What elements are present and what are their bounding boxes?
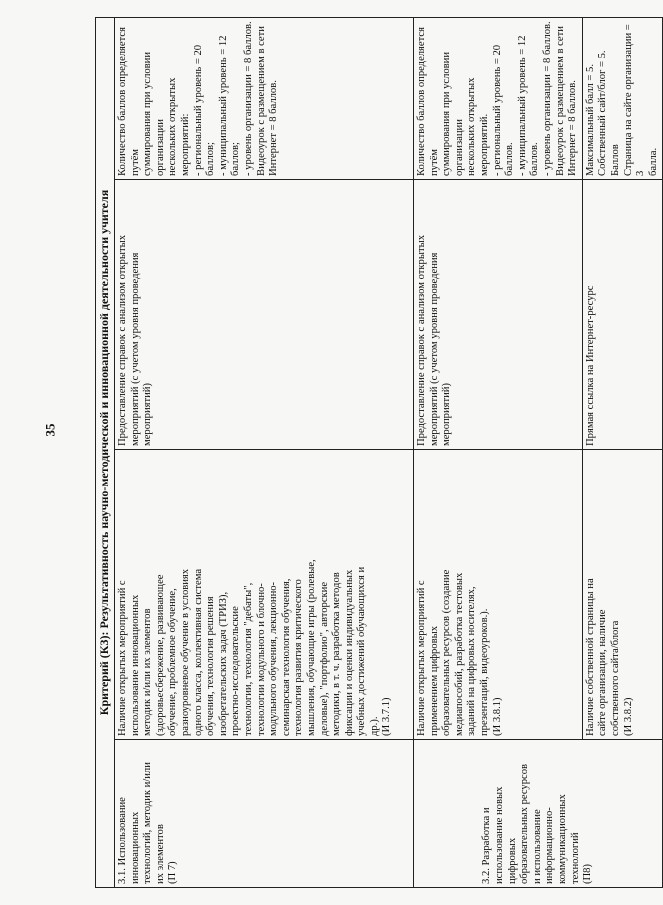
scoring-cell [582, 17, 663, 179]
table-row [414, 17, 583, 887]
scoring-text: Максимальный балл = 5. Собственный сайт/блог = 5. Баллов Страница на сайте организации = 3 балла. [584, 24, 659, 176]
scoring-text: Количество баллов определяется путём суммирования при условии организации нескольких открытых мероприятий. - региональный уровень = 20 баллов. - муниципальный уровень = 12 баллов. - уровень организации = 8 баллов. Видеоурок с размещением в сети Интернет = 8 баллов. [416, 21, 579, 176]
condition-text: Наличие открытых мероприятий с применением цифровых образовательных ресурсов (создание медиапособий, разработка тестовых заданий на цифровых носителях, презентаций, видеоуроков.). (И 3.8.1) [416, 569, 503, 736]
table-row [115, 17, 414, 887]
indicator-cell [115, 740, 414, 888]
criterion-title: Критерий (К3): Результативность научно-методической и инновационной деятельности учителя [96, 17, 115, 887]
indicator-cell [414, 740, 663, 888]
indicator-text: 3.2. Разработка и использование новых цифровых образовательных ресурсов и использование информационно- коммуникационных технологий (П8) [481, 764, 594, 884]
condition-cell [414, 450, 583, 740]
confirmation-cell [115, 180, 414, 450]
page-number: 35 [42, 423, 58, 437]
confirmation-cell [414, 180, 583, 450]
condition-text: Наличие открытых мероприятий с использование инновационных методик и/или их элементов (здоровьесбережение, развивающее обучение, проблемное обучение, разноуровневое обучение в условиях одного класса, коллективная система обучения, технология решения изобретательских задач (ТРИЗ), проектно-исследовательские технологии, технология "дебаты", технологии модульного и блочно- модульного обучения, лекционно- семинарская технология обучения, технология развития критического мышления, обучающие игры (ролевые, деловые), "портфолио", авторские методики, в т. ч. разработка методов фиксации и оценки индивидуальных учебных достижений обучающихся и др.). (И 3.7.1) [117, 559, 393, 736]
scoring-text: Количество баллов определяется путём суммирования при условии организации нескольких открытых мероприятий: - региональный уровень = 20 баллов; - муниципальный уровень = 12 баллов; - уровень организации = 8 баллов. Видеоурок с размещением в сети Интернет = 8 баллов. [117, 21, 280, 176]
criterion-header-row [96, 17, 115, 887]
condition-cell [115, 450, 414, 740]
indicator-text: 3.1. Использование инновационных технологий, методик и/или их элементов (П 7) [117, 762, 179, 884]
confirmation-text: Предоставление справок с анализом открытых мероприятий (с учетом уровня проведения мероприятий) [416, 235, 453, 446]
criteria-table-container [95, 18, 659, 888]
scoring-cell [115, 17, 414, 179]
confirmation-text: Предоставление справок с анализом открытых мероприятий (с учетом уровня проведения мероприятий) [117, 235, 154, 446]
criteria-table [95, 17, 663, 888]
scoring-cell [414, 17, 583, 179]
condition-text: Наличие собственной страницы на сайте организации, наличие собственного сайта/блога (И 3.8.2) [584, 578, 634, 736]
confirmation-text: Прямая ссылка на Интернет-ресурс [584, 285, 596, 446]
confirmation-cell [582, 180, 663, 450]
condition-cell [582, 450, 663, 740]
